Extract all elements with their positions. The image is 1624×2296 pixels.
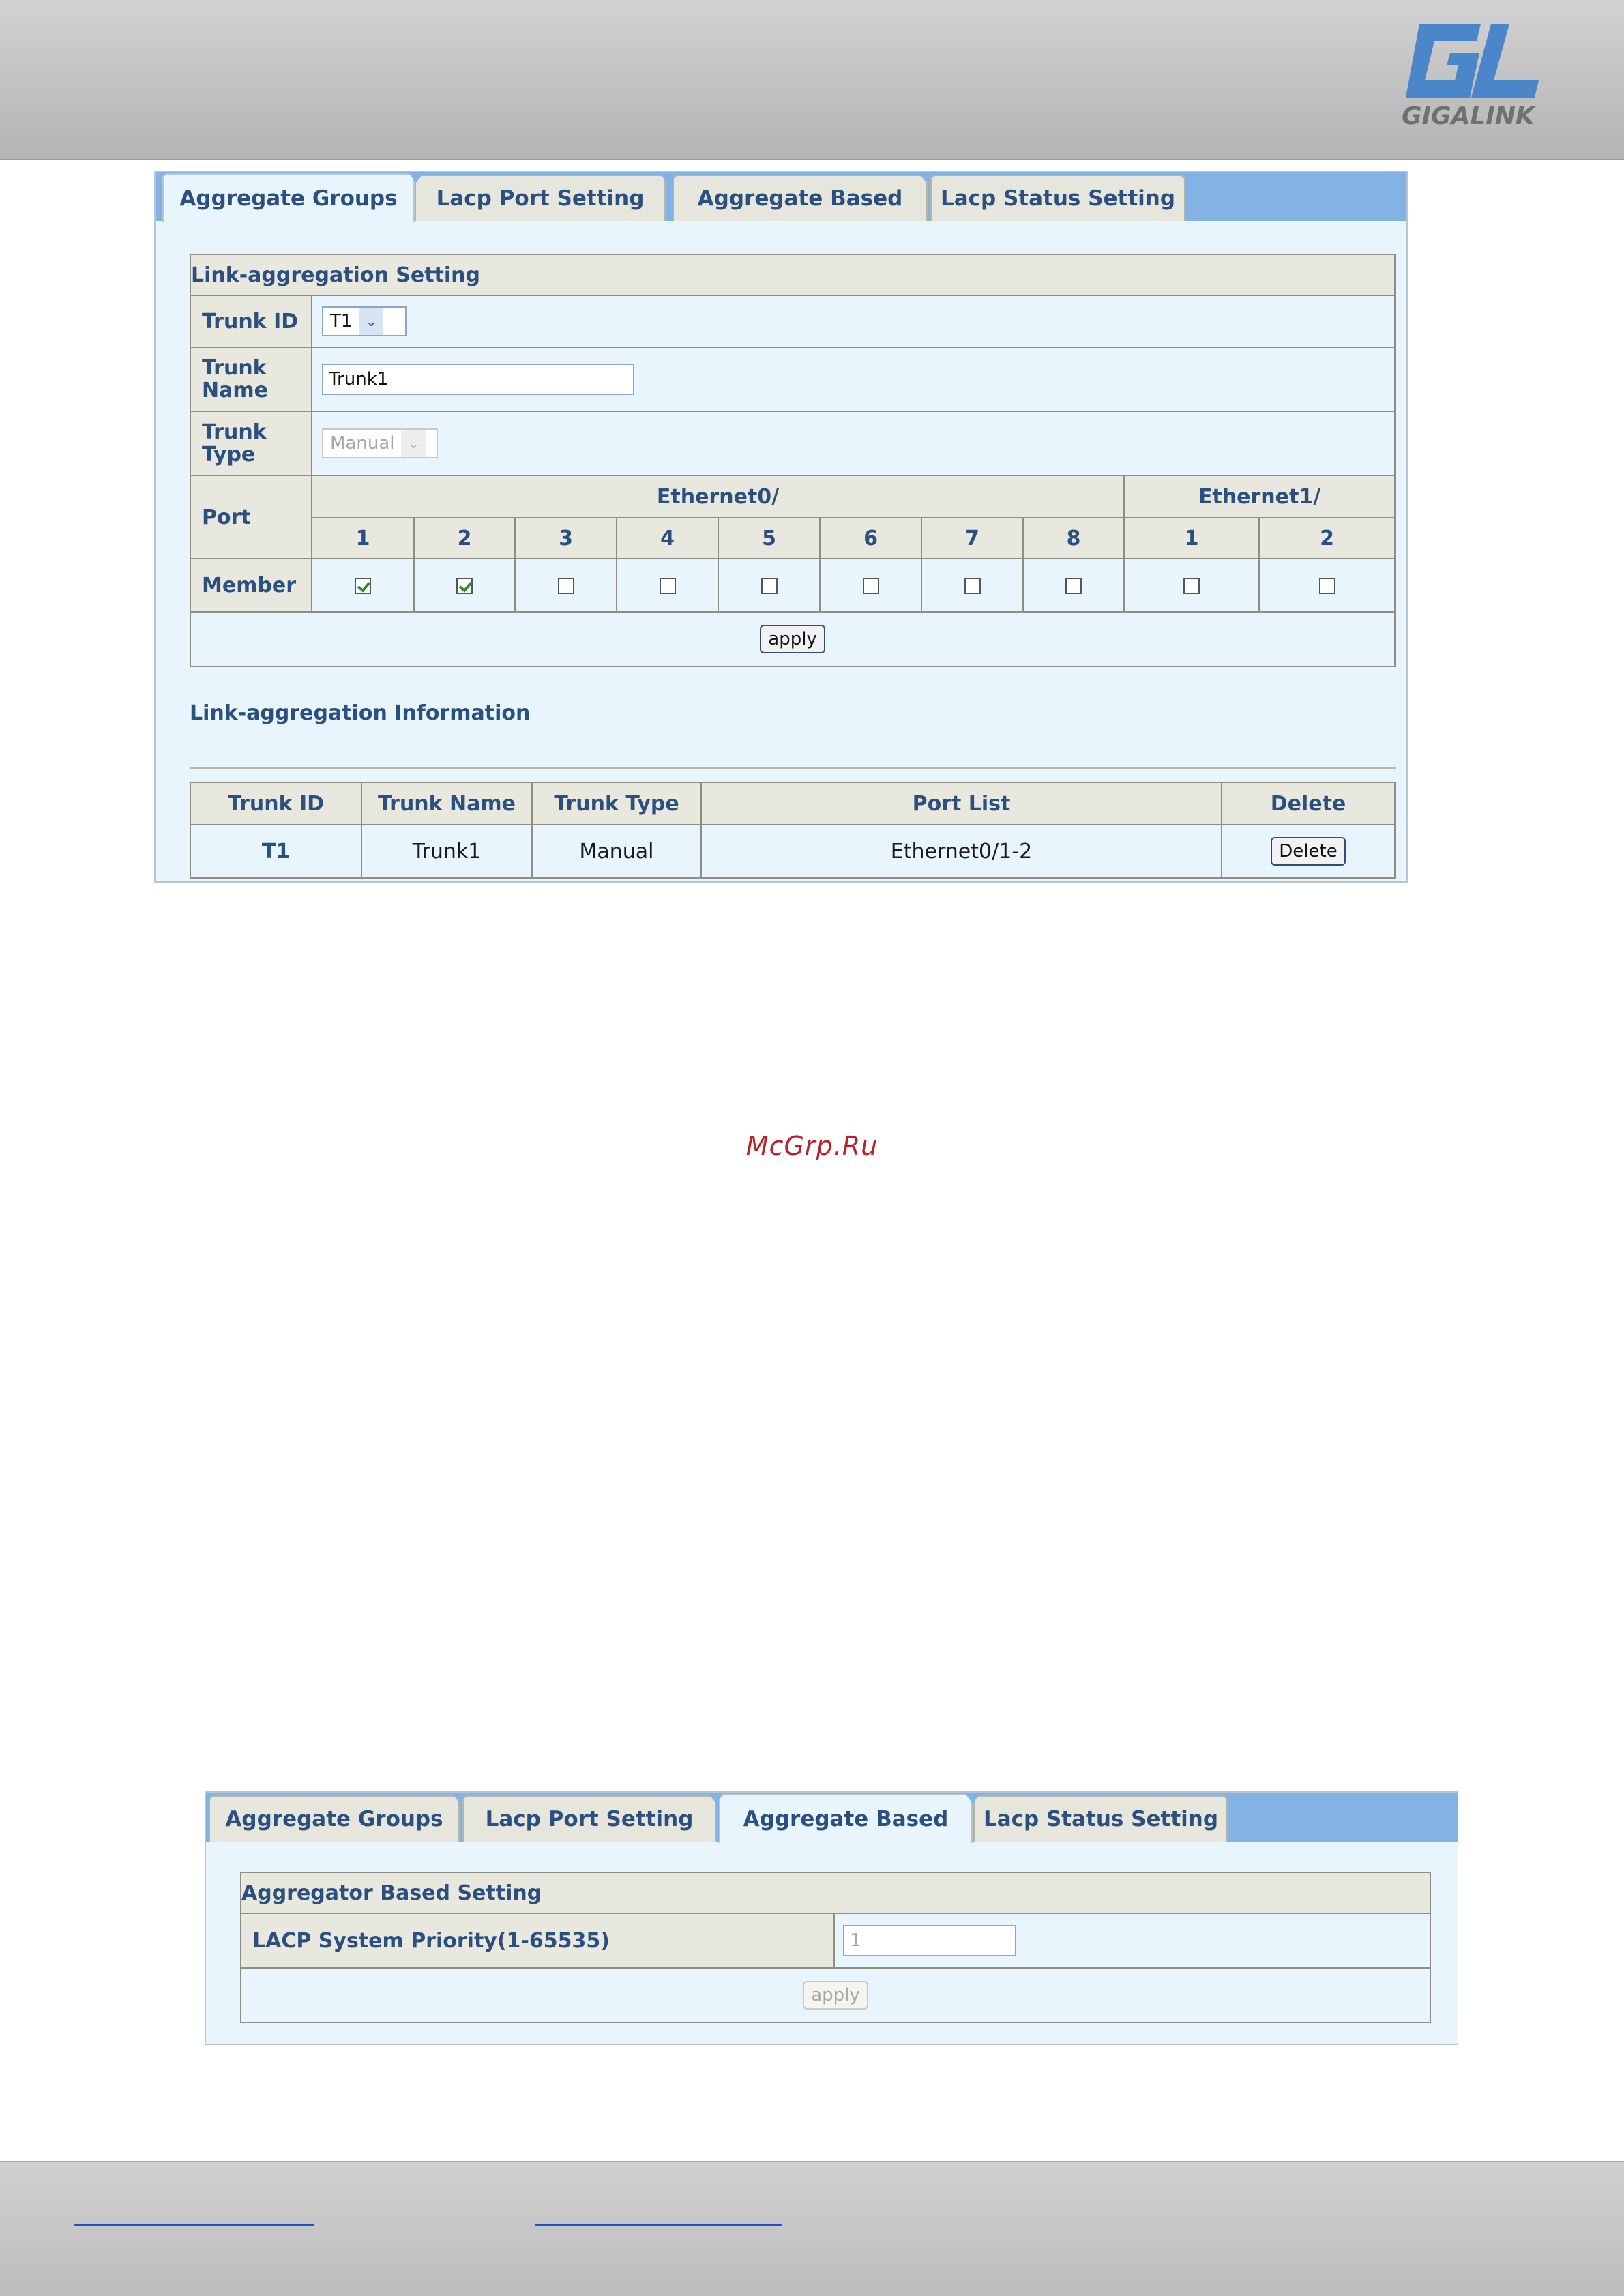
info-header-trunk-name: Trunk Name xyxy=(361,782,532,825)
aggregator-title: Aggregator Based Setting xyxy=(241,1872,1430,1913)
tab-aggregate-groups[interactable]: Aggregate Groups xyxy=(209,1795,460,1842)
lacp-priority-input[interactable]: 1 xyxy=(843,1925,1016,1956)
port-number: 1 xyxy=(1124,518,1259,559)
tab-lacp-port-setting[interactable]: Lacp Port Setting xyxy=(415,175,666,221)
row-trunk-id: T1 xyxy=(190,825,361,878)
member-checkbox[interactable] xyxy=(558,578,574,594)
port-label: Port xyxy=(190,475,312,559)
footer-link[interactable] xyxy=(535,2203,782,2226)
page-header xyxy=(0,0,1624,160)
port-number: 4 xyxy=(617,518,718,559)
tab-bar xyxy=(206,1793,1458,1842)
trunk-type-label: Trunk Type xyxy=(190,411,312,475)
tab-aggregate-based[interactable]: Aggregate Based xyxy=(673,175,928,221)
section-divider xyxy=(190,767,1396,769)
trunk-id-select[interactable] xyxy=(322,306,407,336)
member-checkbox[interactable] xyxy=(761,578,778,594)
port-number: 6 xyxy=(820,518,921,559)
trunk-name-input[interactable]: Trunk1 xyxy=(322,364,634,395)
row-port-list: Ethernet0/1-2 xyxy=(701,825,1222,878)
member-label: Member xyxy=(190,559,312,612)
chevron-down-icon: ⌄ xyxy=(401,430,426,457)
link-aggregation-information-title: Link-aggregation Information xyxy=(190,701,531,725)
trunk-type-select[interactable] xyxy=(322,428,438,458)
link-aggregation-setting-table xyxy=(190,254,1396,667)
row-trunk-name: Trunk1 xyxy=(361,825,532,878)
delete-button[interactable]: Delete xyxy=(1271,837,1345,866)
chevron-down-icon: ⌄ xyxy=(359,308,383,335)
logo-text: GIGALINK xyxy=(1402,102,1535,130)
member-checkbox[interactable] xyxy=(660,578,676,594)
link-aggregation-information-table xyxy=(190,782,1396,879)
trunk-id-label: Trunk ID xyxy=(190,295,312,347)
gigalink-logo xyxy=(1399,20,1563,130)
ethernet0-header: Ethernet0/ xyxy=(312,475,1124,518)
tab-bar xyxy=(156,172,1406,221)
tab-lacp-port-setting[interactable]: Lacp Port Setting xyxy=(462,1795,716,1842)
member-row xyxy=(190,559,1395,612)
tab-aggregate-groups[interactable]: Aggregate Groups xyxy=(162,173,415,222)
page-footer xyxy=(0,2161,1624,2296)
trunk-id-value: T1 xyxy=(330,311,353,332)
member-checkbox[interactable] xyxy=(863,578,879,594)
tab-aggregate-based[interactable]: Aggregate Based xyxy=(719,1794,973,1843)
info-header-trunk-type: Trunk Type xyxy=(532,782,701,825)
setting-title: Link-aggregation Setting xyxy=(190,254,1395,295)
member-checkbox[interactable] xyxy=(1183,578,1200,594)
aggregate-based-panel xyxy=(205,1791,1458,2045)
apply-button[interactable]: apply xyxy=(803,1981,868,2010)
ethernet1-header: Ethernet1/ xyxy=(1124,475,1395,518)
info-header-delete: Delete xyxy=(1222,782,1395,825)
tab-lacp-status-setting[interactable]: Lacp Status Setting xyxy=(930,175,1185,221)
member-checkbox[interactable] xyxy=(355,578,371,594)
aggregate-groups-panel xyxy=(154,171,1408,883)
port-number: 3 xyxy=(515,518,617,559)
row-trunk-type: Manual xyxy=(532,825,701,878)
member-checkbox[interactable] xyxy=(1319,578,1335,594)
port-number: 2 xyxy=(1259,518,1395,559)
footer-link[interactable] xyxy=(74,2203,314,2226)
port-number: 7 xyxy=(921,518,1023,559)
info-header-port-list: Port List xyxy=(701,782,1222,825)
member-checkbox[interactable] xyxy=(1065,578,1082,594)
trunk-type-value: Manual xyxy=(330,433,395,454)
aggregator-based-setting-table xyxy=(240,1872,1431,2023)
port-number: 5 xyxy=(718,518,820,559)
lacp-priority-label: LACP System Priority(1-65535) xyxy=(241,1913,834,1968)
member-checkbox[interactable] xyxy=(456,578,473,594)
port-number: 8 xyxy=(1023,518,1124,559)
watermark: McGrp.Ru xyxy=(745,1131,879,1161)
port-number: 1 xyxy=(312,518,414,559)
tab-lacp-status-setting[interactable]: Lacp Status Setting xyxy=(974,1795,1228,1842)
apply-button[interactable]: apply xyxy=(760,625,825,653)
table-row xyxy=(190,825,1395,878)
info-header-trunk-id: Trunk ID xyxy=(190,782,361,825)
trunk-name-label: Trunk Name xyxy=(190,347,312,411)
member-checkbox[interactable] xyxy=(964,578,981,594)
port-number: 2 xyxy=(414,518,515,559)
